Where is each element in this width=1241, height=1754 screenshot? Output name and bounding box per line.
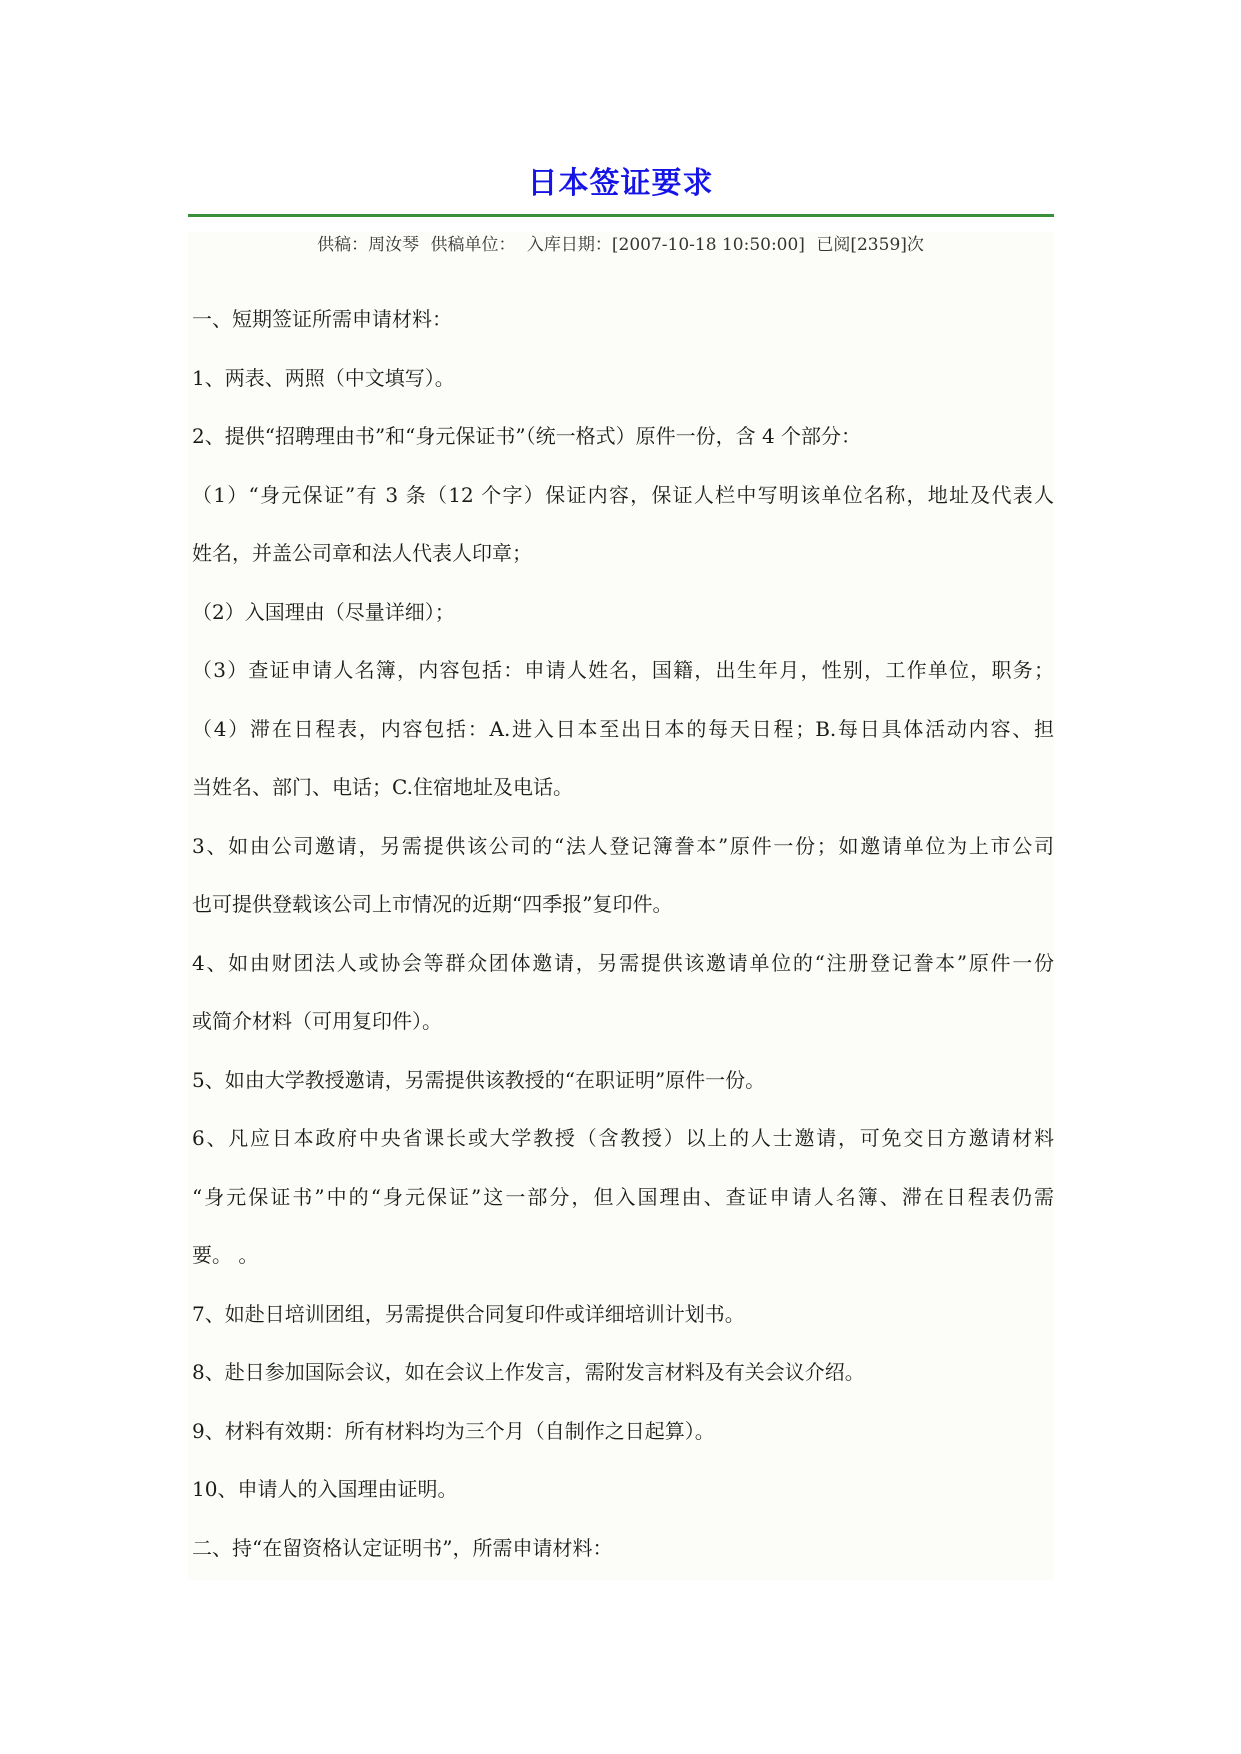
body-line: 6、凡应日本政府中央省课长或大学教授（含教授）以上的人士邀请，可免交日方邀请材料 (192, 1126, 1054, 1150)
body-line: （1）“身元保证”有 3 条（12 个字）保证内容，保证人栏中写明该单位名称，地址及代表人 (192, 482, 1054, 507)
article-meta (0, 230, 1241, 255)
body-line: 二、持“在留资格认定证明书”，所需申请材料： (192, 1535, 613, 1560)
body-line: （3）查证申请人名簿，内容包括：申请人姓名，国籍，出生年月，性别，工作单位，职务； (192, 658, 1054, 682)
meta-views: 已阅[2359]次 (816, 235, 924, 255)
body-line: 或简介材料（可用复印件）。 (192, 1009, 442, 1033)
body-line: 姓名，并盖公司章和法人代表人印章； (192, 541, 532, 565)
body-line: 10、申请人的入国理由证明。 (192, 1477, 458, 1501)
body-line: 7、如赴日培训团组，另需提供合同复印件或详细培训计划书。 (192, 1301, 745, 1326)
meta-contributor: 供稿：周汝琴 (317, 235, 420, 255)
meta-unit: 供稿单位： (430, 235, 516, 255)
body-line: 3、如由公司邀请，另需提供该公司的“法人登记簿誊本”原件一份；如邀请单位为上市公司 (192, 833, 1054, 858)
body-line: 4、如由财团法人或协会等群众团体邀请，另需提供该邀请单位的“注册登记誊本”原件一份 (192, 950, 1054, 975)
page-title: 日本签证要求 (527, 166, 714, 201)
body-line: 要。 。 (192, 1243, 259, 1267)
meta-date: 入库日期：[2007-10-18 10:50:00] (526, 235, 805, 255)
body-line: （2）入国理由（尽量详细）； (192, 599, 455, 624)
body-line: 一、短期签证所需申请材料： (192, 307, 452, 331)
body-line: 8、赴日参加国际会议，如在会议上作发言，需附发言材料及有关会议介绍。 (192, 1360, 865, 1384)
body-line: （4）滞在日程表，内容包括：A.进入日本至出日本的每天日程；B.每日具体活动内容、担 (192, 716, 1054, 741)
title-divider (188, 214, 1054, 217)
body-line: 9、材料有效期：所有材料均为三个月（自制作之日起算）。 (192, 1418, 715, 1443)
body-line: 2、提供“招聘理由书”和“身元保证书”（统一格式）原件一份，含 4 个部分： (192, 424, 862, 448)
body-line: 5、如由大学教授邀请，另需提供该教授的“在职证明”原件一份。 (192, 1067, 766, 1092)
article-body (192, 290, 1054, 1577)
body-line: 也可提供登载该公司上市情况的近期“四季报”复印件。 (192, 892, 673, 916)
body-line: 当姓名、部门、电话；C.住宿地址及电话。 (192, 775, 573, 799)
body-line: “身元保证书”中的“身元保证”这一部分，但入国理由、查证申请人名簿、滞在日程表仍需 (192, 1184, 1054, 1209)
body-line: 1、两表、两照（中文填写）。 (192, 365, 455, 390)
